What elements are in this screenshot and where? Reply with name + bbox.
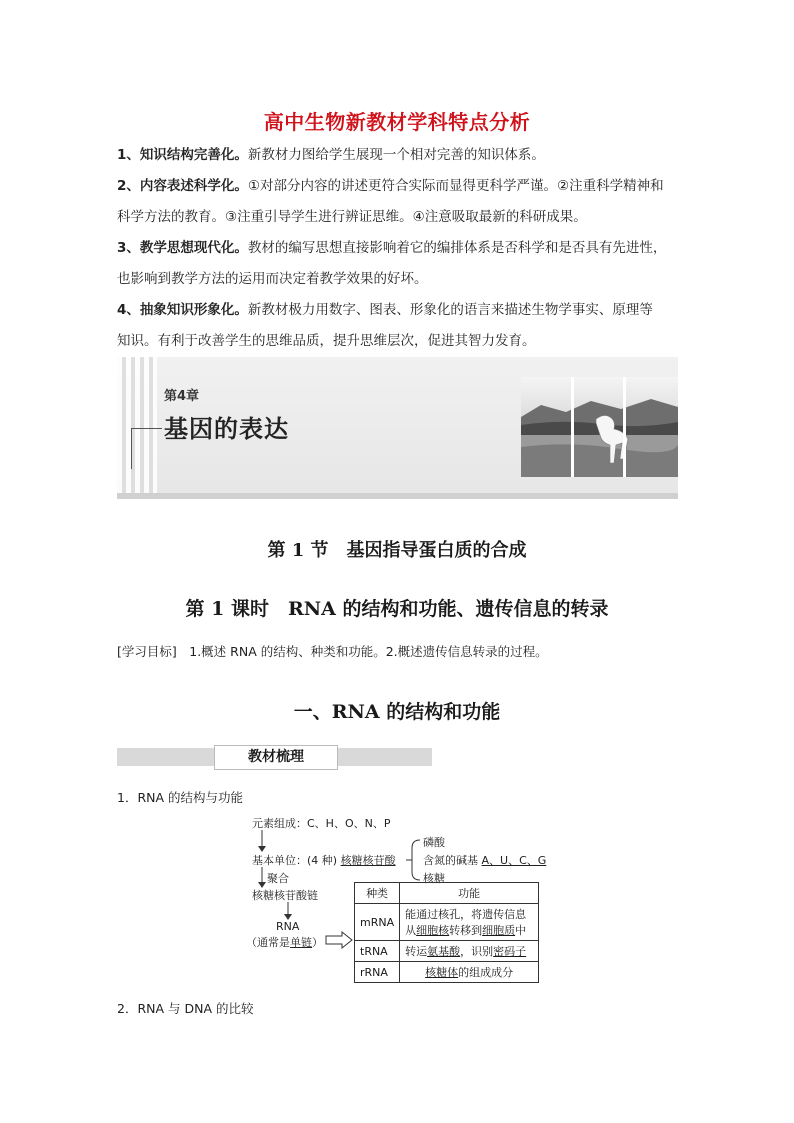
table-header-cell: 功能 xyxy=(400,883,539,904)
horse-photo xyxy=(521,377,678,477)
table-header-row xyxy=(355,883,539,904)
learning-goal: [学习目标] 1.概述 RNA 的结构、种类和功能。2.概述遗传信息转录的过程。 xyxy=(117,644,548,659)
function-keyword: 细胞核 xyxy=(416,924,450,937)
point-2 xyxy=(117,171,679,233)
point-text: 教材的编写思想直接影响着它的编排体系是否科学和是否具有先进性， xyxy=(247,240,667,256)
point-text: 新教材力图给学生展现一个相对完善的知识体系。 xyxy=(247,147,545,163)
table-row xyxy=(355,962,539,983)
function-text: 转移到 xyxy=(449,924,483,937)
rna-type-cell: mRNA xyxy=(355,904,400,941)
table-row xyxy=(355,941,539,962)
point-head: 2、内容表述科学化。 xyxy=(117,178,248,194)
point-3 xyxy=(117,233,679,295)
component-sugar: 核糖 xyxy=(423,872,445,885)
point-text: 知识。有利于改善学生的思维品质，提升思维层次，促进其智力发育。 xyxy=(117,333,536,349)
part-title: 一、RNA 的结构和功能 xyxy=(293,701,501,723)
rna-note-suffix: ） xyxy=(312,936,323,949)
rna-types-table xyxy=(354,882,539,983)
rna-function-cell xyxy=(400,962,539,983)
point-head: 3、教学思想现代化。 xyxy=(117,240,248,256)
chapter-title: 基因的表达 xyxy=(164,415,289,443)
section-title: 第 1 节 基因指导蛋白质的合成 xyxy=(267,540,527,561)
point-head: 1、知识结构完善化。 xyxy=(117,147,248,163)
base-letters: A、U、C、G xyxy=(481,854,547,867)
chapter-banner xyxy=(117,357,678,499)
elements-text: 元素组成：C、H、O、N、P xyxy=(252,817,391,830)
chain-text: 核糖核苷酸链 xyxy=(252,889,318,902)
point-1 xyxy=(117,140,679,171)
rna-type-cell: rRNA xyxy=(355,962,400,983)
component-base xyxy=(423,852,546,868)
point-text: 新教材极力用数字、图表、形象化的语言来描述生物学事实、原理等 xyxy=(247,302,653,318)
item-2: 2．RNA 与 DNA 的比较 xyxy=(117,1001,254,1016)
rna-text: RNA xyxy=(276,920,300,933)
rna-type-cell: tRNA xyxy=(355,941,400,962)
basic-unit-prefix: 基本单位：(4 种) xyxy=(252,854,338,867)
table-header-cell: 种类 xyxy=(355,883,400,904)
component-phosphate: 磷酸 xyxy=(423,836,445,849)
rna-function-cell xyxy=(400,904,539,941)
function-text: 中 xyxy=(515,924,527,937)
chapter-number: 第4章 xyxy=(164,389,200,404)
rna-note-prefix: （通常是 xyxy=(246,936,290,949)
function-keyword: 密码子 xyxy=(493,945,527,958)
point-text: ①对部分内容的讲述更符合实际而显得更科学严谨。②注重科学精神和 xyxy=(247,178,664,194)
base-prefix: 含氮的碱基 xyxy=(423,854,478,867)
lesson-title: 第 1 课时 RNA 的结构和功能、遗传信息的转录 xyxy=(185,598,609,620)
function-text: 的组成成分 xyxy=(458,966,514,979)
banner-bracket-line xyxy=(131,428,162,469)
point-text: 也影响到教学方法的运用而决定着教学效果的好坏。 xyxy=(117,271,428,287)
function-keyword: 氨基酸 xyxy=(427,945,461,958)
rna-note-single-strand: 单链 xyxy=(290,936,312,949)
function-keyword: 核糖体 xyxy=(425,966,459,979)
rna-note xyxy=(246,934,323,950)
subheading-label: 教材梳理 xyxy=(214,745,338,770)
table-row xyxy=(355,904,539,941)
function-keyword: 细胞质 xyxy=(482,924,516,937)
point-4 xyxy=(117,295,679,357)
basic-unit-name: 核糖核苷酸 xyxy=(340,854,396,867)
banner-bottom-bar xyxy=(117,493,678,499)
basic-unit xyxy=(252,852,396,868)
polymerize-label: 聚合 xyxy=(267,872,289,885)
rna-function-cell xyxy=(400,941,539,962)
item-1: 1．RNA 的结构与功能 xyxy=(117,790,244,805)
function-text: 从 xyxy=(405,924,417,937)
document-title: 高中生物新教材学科特点分析 xyxy=(263,110,531,134)
function-line: 能通过核孔，将遗传信息 xyxy=(405,908,527,921)
function-text: ，识别 xyxy=(460,945,494,958)
function-text: 转运 xyxy=(405,945,428,958)
point-head: 4、抽象知识形象化。 xyxy=(117,302,248,318)
point-text: 科学方法的教育。③注重引导学生进行辨证思维。④注意吸取最新的科研成果。 xyxy=(117,209,587,225)
